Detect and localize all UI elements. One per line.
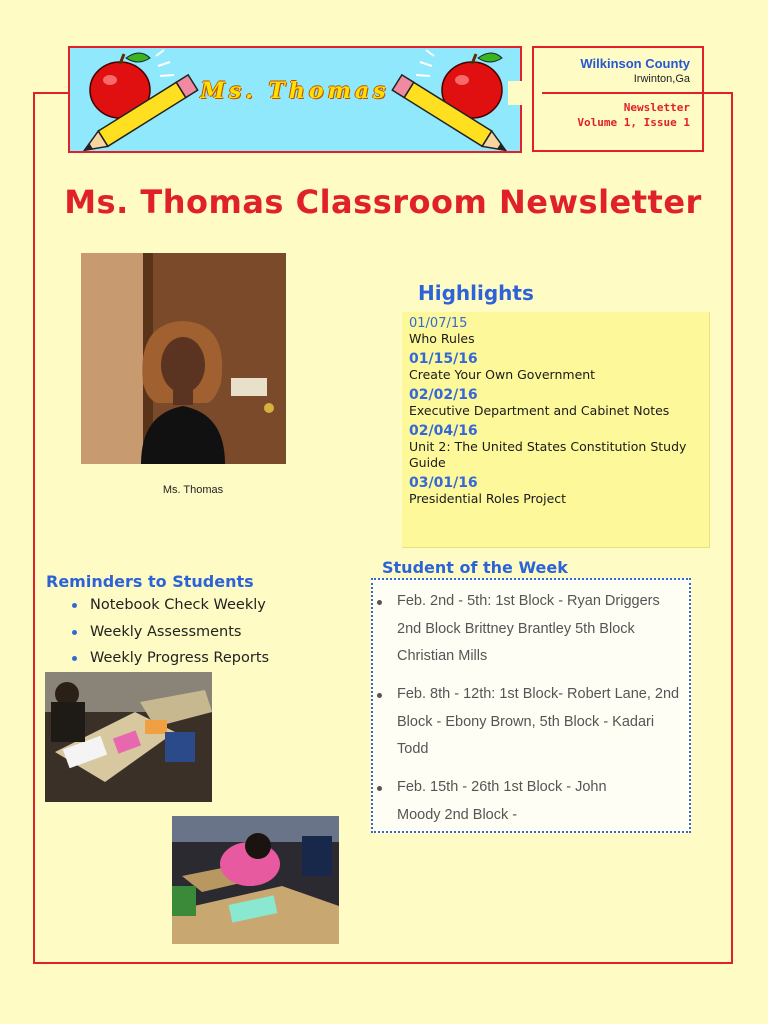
bullet-icon bbox=[72, 603, 77, 608]
reminders-list bbox=[70, 592, 269, 672]
student-of-week-box bbox=[371, 578, 691, 833]
highlight-date: 02/02/16 bbox=[409, 387, 478, 403]
highlights-title: Highlights bbox=[418, 281, 534, 305]
list-item bbox=[70, 592, 269, 619]
teacher-photo bbox=[81, 253, 286, 464]
highlight-date: 01/15/16 bbox=[409, 351, 478, 367]
page-title: Ms. Thomas Classroom Newsletter bbox=[64, 183, 702, 221]
student-week-text: Feb. 2nd - 5th: 1st Block - Ryan Driggers 2nd Block Brittney Brantley 5th Block Christian Mills bbox=[397, 593, 660, 664]
reminders-title: Reminders to Students bbox=[46, 572, 254, 591]
banner-title: Ms. Thomas bbox=[200, 78, 390, 104]
classroom-photo bbox=[172, 816, 339, 944]
student-of-week-title: Student of the Week bbox=[382, 558, 568, 577]
bullet-icon bbox=[72, 630, 77, 635]
banner bbox=[68, 46, 522, 153]
list-item bbox=[70, 645, 269, 672]
highlight-text: Who Rules bbox=[409, 331, 475, 346]
reminder-text: Weekly Assessments bbox=[90, 623, 242, 640]
bullet-icon bbox=[72, 656, 77, 661]
list-item bbox=[397, 681, 687, 764]
photo-caption: Ms. Thomas bbox=[162, 484, 224, 496]
highlight-date: 03/01/16 bbox=[409, 475, 478, 491]
highlight-text: Unit 2: The United States Constitution Study Guide bbox=[409, 439, 687, 470]
bullet-icon bbox=[377, 693, 382, 698]
bullet-icon bbox=[377, 600, 382, 605]
volume-issue: Volume 1, Issue 1 bbox=[577, 116, 690, 129]
list-item bbox=[397, 588, 687, 671]
student-week-text: Feb. 8th - 12th: 1st Block- Robert Lane, 2nd Block - Ebony Brown, 5th Block - Kadari Todd bbox=[397, 686, 680, 757]
info-box bbox=[532, 46, 704, 152]
highlight-text: Executive Department and Cabinet Notes bbox=[409, 403, 670, 418]
classroom-photo bbox=[45, 672, 212, 802]
list-item bbox=[397, 774, 637, 829]
highlight-date: 02/04/16 bbox=[409, 423, 478, 439]
reminder-text: Weekly Progress Reports bbox=[90, 650, 270, 666]
highlight-date: 01/07/15 bbox=[409, 316, 468, 331]
newsletter-label: Newsletter bbox=[623, 101, 690, 114]
bullet-icon bbox=[377, 786, 382, 791]
highlight-text: Presidential Roles Project bbox=[409, 491, 567, 506]
highlights-box bbox=[402, 312, 710, 548]
reminder-text: Notebook Check Weekly bbox=[90, 597, 266, 613]
list-item bbox=[70, 619, 269, 646]
county-name: Wilkinson County bbox=[580, 56, 690, 71]
city-name: Irwinton,Ga bbox=[633, 73, 690, 85]
student-week-text: Feb. 15th - 26th 1st Block - John Moody 2nd Block - bbox=[397, 779, 607, 823]
highlight-text: Create Your Own Government bbox=[409, 367, 596, 382]
